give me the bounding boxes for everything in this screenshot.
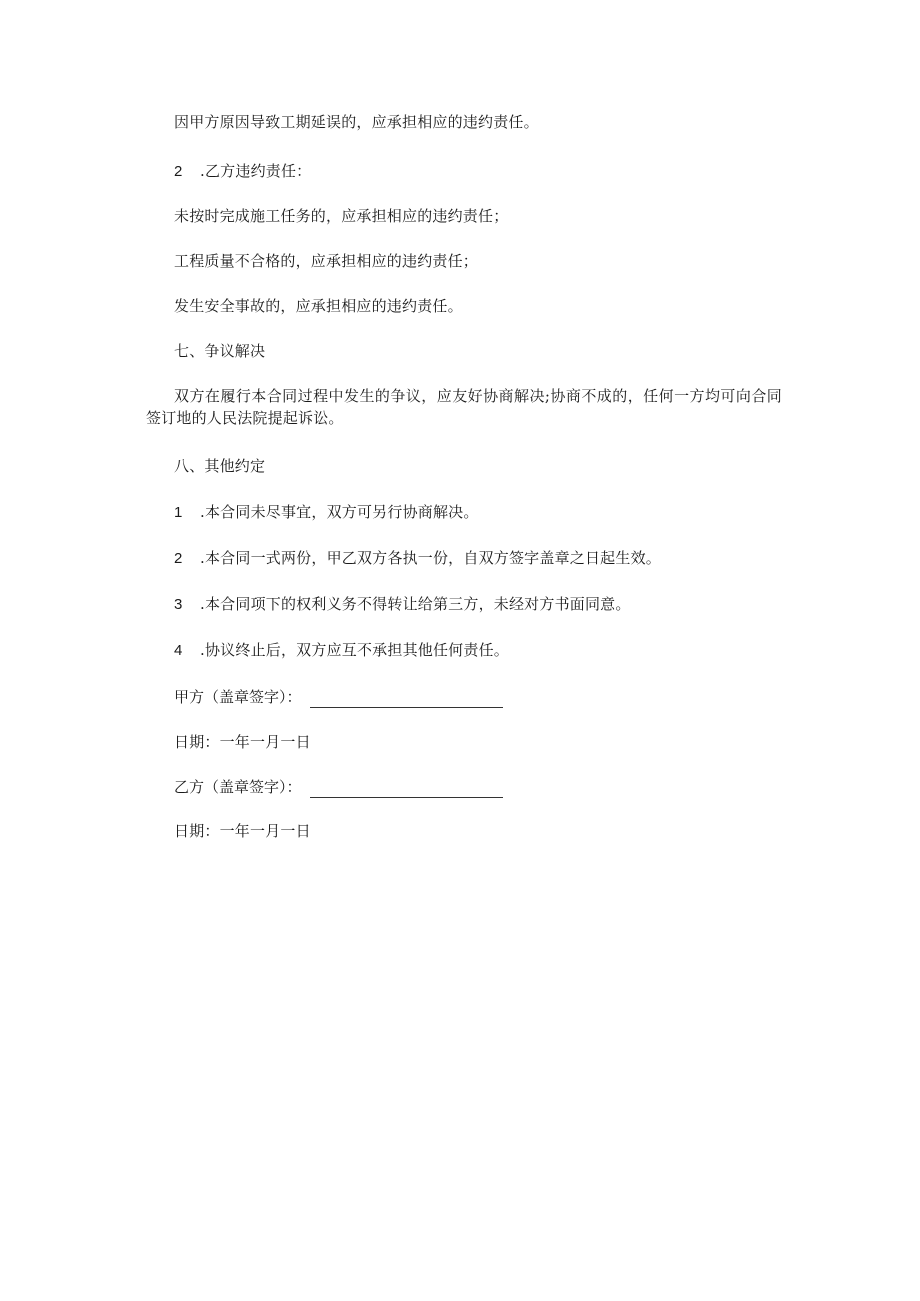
party-a-signature-label: 甲方（盖章签字）： (174, 688, 302, 706)
party-a-signature-row (174, 686, 503, 708)
breach-party-b-item-1: 未按时完成施工任务的，应承担相应的违约责任； (174, 207, 509, 225)
breach-party-b-heading (174, 160, 311, 183)
other-item-1 (174, 501, 479, 524)
section-heading-dispute: 七、争议解决 (174, 342, 266, 360)
breach-party-b-item-2: 工程质量不合格的，应承担相应的违约责任； (174, 252, 479, 270)
other-item-number: 2 (174, 550, 183, 567)
section-heading-other: 八、其他约定 (174, 457, 266, 475)
breach-party-b-number: 2 (174, 163, 183, 180)
party-b-date: 日期：一年一月一日 (174, 822, 311, 840)
other-item-4 (174, 639, 509, 662)
other-item-number: 3 (174, 596, 183, 613)
other-item-text: .本合同一式两份，甲乙双方各执一份，自双方签字盖章之日起生效。 (200, 549, 661, 567)
other-item-number: 4 (174, 642, 183, 659)
party-b-signature-label: 乙方（盖章签字）： (174, 778, 302, 796)
other-item-text: .协议终止后，双方应互不承担其他任何责任。 (200, 641, 509, 659)
party-b-signature-line[interactable] (310, 781, 503, 798)
dispute-body-paragraph: 双方在履行本合同过程中发生的争议，应友好协商解决;协商不成的，任何一方均可向合同签订地的人民法院提起诉讼。 (146, 387, 782, 427)
other-item-2 (174, 547, 661, 570)
breach-party-a-item: 因甲方原因导致工期延误的，应承担相应的违约责任。 (174, 113, 539, 131)
other-item-3 (174, 593, 631, 616)
breach-party-b-title: .乙方违约责任： (200, 162, 312, 180)
other-item-text: .本合同项下的权利义务不得转让给第三方，未经对方书面同意。 (200, 595, 631, 613)
breach-party-b-item-3: 发生安全事故的，应承担相应的违约责任。 (174, 297, 463, 315)
party-b-signature-row (174, 776, 503, 798)
other-item-number: 1 (174, 504, 183, 521)
other-item-text: .本合同未尽事宜，双方可另行协商解决。 (200, 503, 479, 521)
party-a-signature-line[interactable] (310, 691, 503, 708)
party-a-date: 日期：一年一月一日 (174, 733, 311, 751)
